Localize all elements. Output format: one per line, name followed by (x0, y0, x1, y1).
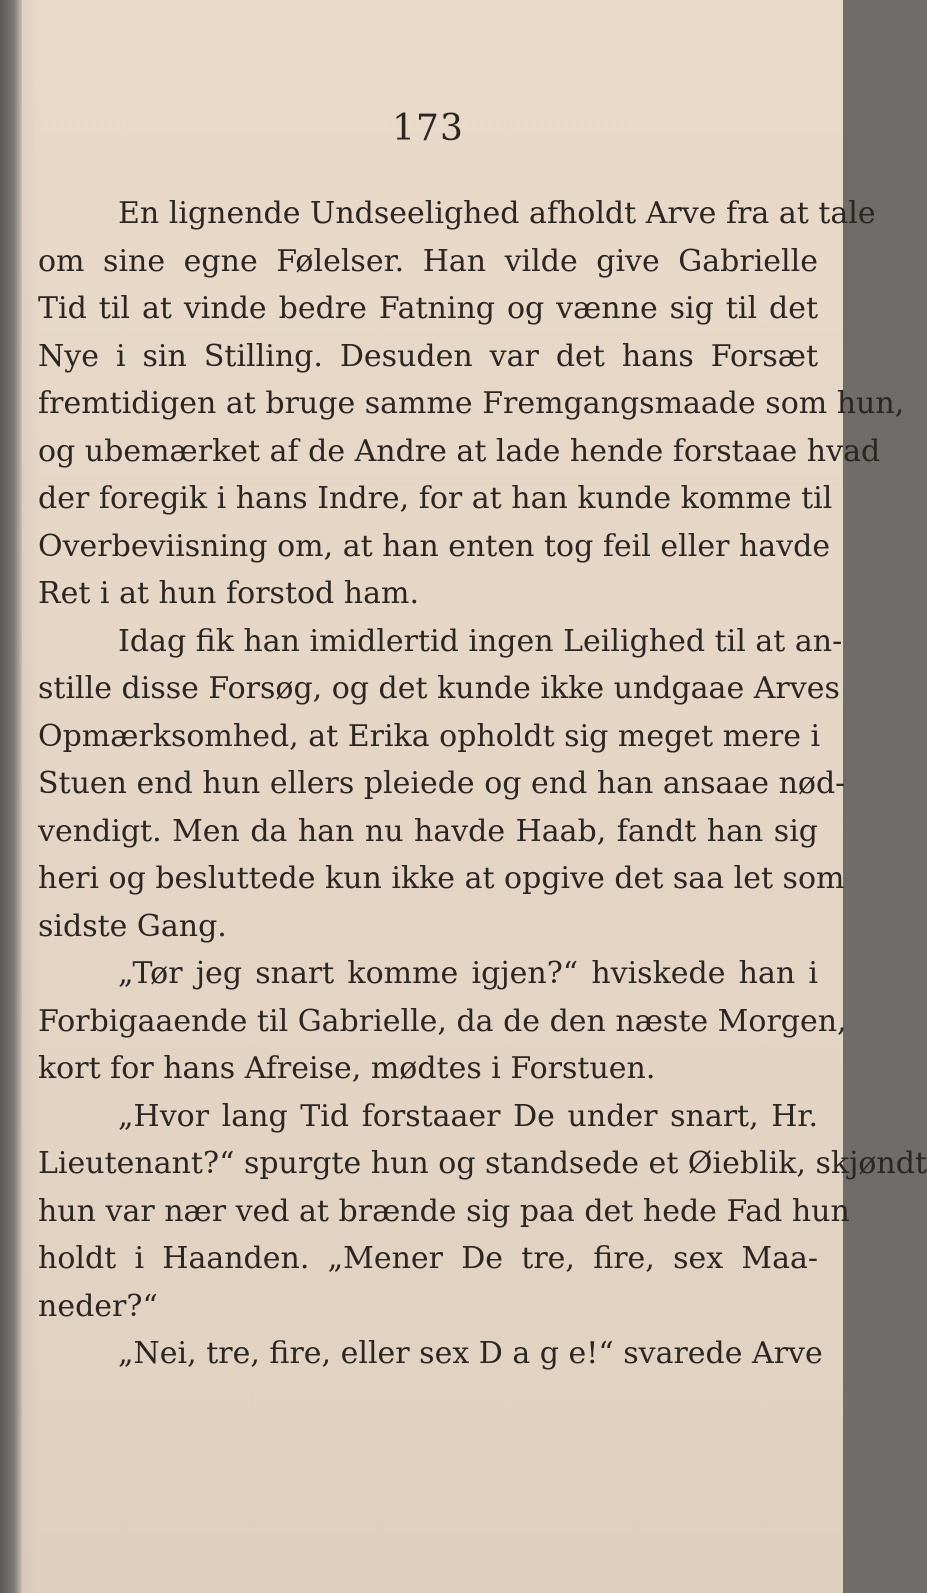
text-line: Nye i sin Stilling. Desuden var det hans Forsæt (38, 338, 818, 374)
text-line: neder?“ (38, 1288, 158, 1324)
text-line: Opmærksomhed, at Erika opholdt sig meget mere i (38, 718, 821, 754)
text-line: vendigt. Men da han nu havde Haab, fandt han sig (38, 813, 818, 849)
page-number: 173 (392, 108, 464, 149)
text-line: hun var nær ved at brænde sig paa det hede Fad hun (38, 1193, 850, 1229)
book-binding-edge (0, 0, 22, 1593)
text-line: „Nei, tre, fire, eller sex D a g e!“ svarede Arve (118, 1336, 823, 1371)
text-line: heri og besluttede kun ikke at opgive det saa let som (38, 861, 845, 896)
text-line: der foregik i hans Indre, for at han kunde komme til (38, 481, 833, 516)
text-line: En lignende Undseelighed afholdt Arve fra at tale (118, 196, 876, 231)
text-line: Tid til at vinde bedre Fatning og vænne sig til det (38, 291, 818, 326)
text-line: „Tør jeg snart komme igjen?“ hviskede han i (118, 956, 818, 991)
text-line: fremtidigen at bruge samme Fremgangsmaade som hun, (38, 386, 905, 421)
text-line: holdt i Haanden. „Mener De tre, fire, sex Maa- (38, 1241, 818, 1276)
text-line: Lieutenant?“ spurgte hun og standsede et Øieblik, skjøndt (38, 1146, 927, 1181)
text-line: kort for hans Afreise, mødtes i Forstuen. (38, 1051, 656, 1086)
text-line: Overbeviisning om, at han enten tog feil eller havde (38, 528, 831, 564)
text-line: stille disse Forsøg, og det kunde ikke undgaae Arves (38, 671, 840, 706)
text-line: „Hvor lang Tid forstaaer De under snart, Hr. (118, 1098, 818, 1134)
book-page (38, 0, 927, 1593)
text-line: sidste Gang. (38, 908, 227, 944)
text-line: Ret i at hun forstod ham. (38, 576, 419, 611)
text-line: og ubemærket af de Andre at lade hende forstaae hvad (38, 433, 881, 469)
text-line: Stuen end hun ellers pleiede og end han ansaae nød- (38, 766, 846, 801)
text-line: Forbigaaende til Gabrielle, da de den næste Morgen, (38, 1003, 847, 1039)
body-text (38, 190, 927, 1378)
text-line: Idag fik han imidlertid ingen Leilighed til at an- (118, 623, 843, 659)
text-line: om sine egne Følelser. Han vilde give Gabrielle (38, 243, 818, 279)
